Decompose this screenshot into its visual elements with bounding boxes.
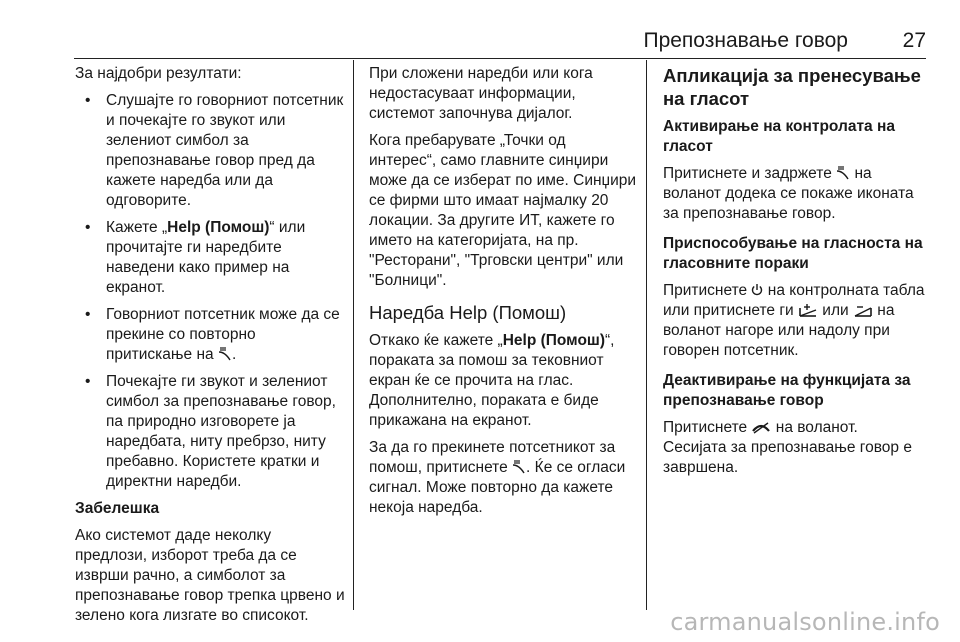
paragraph: За да го прекинете потсетникот за помош, притиснете . Ќе се огласи сигнал. Може повторно да кажете некоја наредба.: [369, 439, 626, 516]
help-command: Help (Помош): [167, 219, 270, 236]
voice-recognition-icon: [836, 165, 850, 180]
sub-heading: Приспособување на гласноста на гласовните пораки: [663, 235, 923, 272]
column-divider-1: [353, 60, 354, 610]
watermark: carmanualsonline.info: [670, 608, 940, 636]
sub-heading: Деактивирање на функцијата за препознавање говор: [663, 372, 911, 409]
sub-heading: Активирање на контролата на гласот: [663, 118, 895, 155]
voice-recognition-icon: [218, 346, 232, 361]
power-icon: [751, 283, 763, 297]
header-rule: [74, 58, 926, 59]
list-item: • Почекајте ги звукот и зелениот симбол за препознавање говор, па природно изговорете ја наредбата, ниту пребрзо, ниту пребавно. Користете кратки и директни наредби.: [75, 372, 345, 492]
intro-text: За најдобри резултати:: [75, 65, 242, 82]
list-item: • Слушајте го говорниот потсетник и почекајте го звукот или зелениот симбол за препознавање говор пред да кажете наредба или да одговорите.: [75, 91, 345, 211]
hang-up-icon: [751, 422, 771, 434]
help-command: Help (Помош): [502, 332, 605, 349]
page-number: 27: [902, 29, 926, 52]
paragraph: Откако ќе кажете „Help (Помош)“, пораката за помош за тековниот екран ќе се прочита на глас. Дополнително, пораката е биде прикажана на екранот.: [369, 332, 615, 429]
app-heading: Апликација за пренесување на гласот: [663, 65, 921, 109]
volume-down-icon: [853, 303, 873, 317]
header-title: Препознавање говор: [643, 29, 848, 52]
paragraph: Кога пребарувате „Точки од интерес“, само главните синџири може да се изберат по име. Синџири се фирми што имаат најмалку 20 локации. За другите ИТ, кажете го името на категоријата, на пр. "Ресторани", "Трговски центри" или "Болници".: [369, 132, 637, 289]
paragraph: Притиснете и задржете на воланот додека се покаже иконата за препознавање говор.: [663, 165, 914, 222]
paragraph: Притиснете на воланот.: [663, 419, 858, 436]
paragraph: Сесијата за препознавање говор е завршена.: [663, 439, 912, 476]
column-divider-2: [646, 60, 647, 610]
column-1: [75, 64, 345, 633]
volume-up-icon: [798, 303, 818, 317]
paragraph: При сложени наредби или кога недостасуваат информации, системот започнува дијалог.: [369, 65, 593, 122]
tips-list: [75, 91, 345, 492]
section-heading: Наредба Help (Помош): [369, 302, 567, 323]
page-header: [0, 28, 960, 58]
list-item: • Кажете „Help (Помош)“ или прочитајте ги наредбите наведени како пример на екранот.: [75, 218, 345, 298]
paragraph: Притиснете на контролната табла или притиснете ги или на воланот нагоре или надолу при говорен потсетник.: [663, 282, 925, 359]
note-text: Ако системот даде неколку предлози, изборот треба да се изврши рачно, а симболот за препознавање говор трепка црвено и зелено кога лизгате во списокот.: [75, 527, 345, 624]
column-2: [369, 64, 637, 525]
voice-recognition-icon: [512, 459, 526, 474]
note-heading: Забелешка: [75, 500, 160, 517]
list-item: • Говорниот потсетник може да се прекине со повторно притискање на .: [75, 305, 345, 365]
column-3: [663, 64, 933, 485]
